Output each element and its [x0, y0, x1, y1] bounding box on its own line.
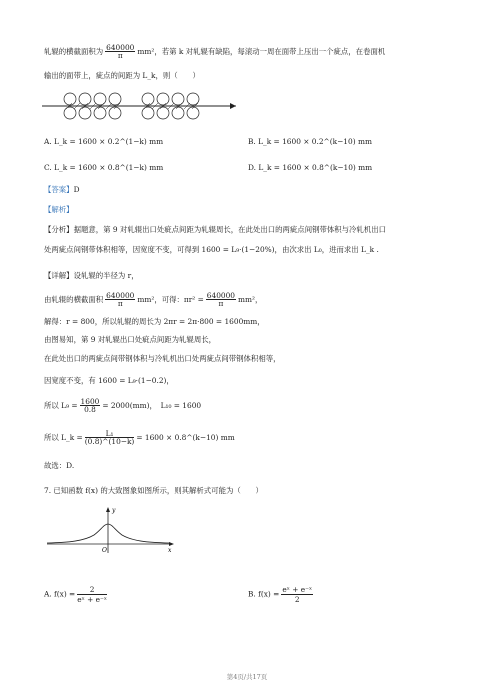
origin-label: O	[102, 547, 107, 554]
xiangjie-line7: 所以 L₉ = $\frac{1600}{0.8}$ = 2000(mm)， L₁₀ = 1600	[44, 397, 202, 415]
q6-stem-line1	[44, 44, 385, 60]
arrow-head	[230, 103, 236, 109]
stem-text: mm²，若第 k 对轧辊有缺陷，每滚动一周在面带上压出一个疵点，在卷面机	[137, 46, 386, 56]
area-fraction: $\frac{640000}{\pi}$	[106, 43, 135, 61]
area-fraction: $\frac{640000}{\pi}$	[206, 291, 236, 309]
xiangjie-tag: 【详解】	[44, 271, 74, 280]
xiangjie-line2: 由轧辊的横截面积 $\frac{640000}{\pi}$ mm²，可得：πr² = $\frac{640000}{\pi}$ mm²，	[44, 291, 263, 309]
q6-option-d: D. L_k = 1600 × 0.8^(k−10) mm	[248, 163, 373, 172]
jiexi-line	[44, 206, 74, 213]
answer-value: D	[73, 185, 80, 194]
y-axis-label: y	[112, 507, 116, 514]
y-axis-arrow	[106, 507, 110, 512]
q7-stem: 7. 已知函数 f(x) 的大致图象如图所示，则其解析式可能为（ ）	[44, 486, 263, 495]
q7-option-b: B. f(x) = $\frac{\text{eˣ + e⁻ˣ}}{2}$	[248, 585, 313, 604]
jiexi-tag: 【解析】	[44, 205, 74, 214]
answer-line	[44, 186, 80, 193]
q6-option-b: B. L_k = 1600 × 0.2^(k−10) mm	[248, 137, 372, 146]
xiangjie-line6: 因宽度不变，有 1600 = L₉·(1−0.2)，	[44, 376, 174, 385]
q6-stem-line2: 输出的面带上，疵点的间距为 L_k，则（ ）	[44, 71, 200, 80]
page-footer: 第4页/共17页	[226, 673, 268, 681]
area-fraction: $\frac{640000}{\pi}$	[106, 291, 135, 309]
rollers-figure	[40, 88, 240, 124]
option-a-fraction: $\frac{2}{\text{eˣ + e⁻ˣ}}$	[77, 585, 108, 604]
fenxi-tag: 【分析】	[44, 225, 74, 234]
q7-option-a: A. f(x) = $\frac{2}{\text{eˣ + e⁻ˣ}}$	[44, 585, 108, 604]
answer-tag: 【答案】	[44, 185, 74, 194]
x-axis-label: x	[168, 547, 172, 554]
fenxi-line1: 【分析】据题意，第 9 对轧辊出口处疵点间距为轧辊周长，在此处出口的两疵点间钢带体积与冷轧机出口	[44, 225, 386, 234]
q7-graph	[44, 505, 179, 555]
xiangjie-line8: 所以 L_k = $\frac{\text{L₁}}{(0.8)\^{}(10-k)}$ = 1600 × 0.8^(k−10) mm	[44, 429, 235, 447]
xiangjie-line4: 由图易知，第 9 对轧辊出口处疵点间距为轧辊周长，	[44, 335, 216, 344]
xiangjie-line9: 故选：D.	[44, 461, 75, 470]
stem-text: 轧辊的横截面积为	[44, 46, 104, 56]
xiangjie-line3: 解得：r = 800，所以轧辊的周长为 2πr = 2π·800 = 1600mm，	[44, 317, 265, 326]
l9-fraction: $\frac{1600}{0.8}$	[80, 397, 100, 415]
fenxi-line2: 处两疵点间钢带体积相等，因宽度不变，可得到 1600 = L₉·(1−20%)，由次求出 L₀，进而求出 L_k .	[44, 245, 379, 254]
xiangjie-line5: 在此处出口的两疵点间带钢体积与冷轧机出口处两疵点间带钢体积相等，	[44, 354, 281, 363]
xiangjie-line1: 【详解】设轧辊的半径为 r，	[44, 271, 139, 280]
option-b-fraction: $\frac{\text{eˣ + e⁻ˣ}}{2}$	[282, 585, 313, 604]
lk-fraction: $\frac{\text{L₁}}{(0.8)\^{}(10-k)}$	[84, 429, 135, 447]
x-axis-arrow	[169, 542, 174, 546]
q6-option-a: A. L_k = 1600 × 0.2^(1−k) mm	[44, 137, 164, 146]
q6-option-c: C. L_k = 1600 × 0.8^(1−k) mm	[44, 163, 164, 172]
